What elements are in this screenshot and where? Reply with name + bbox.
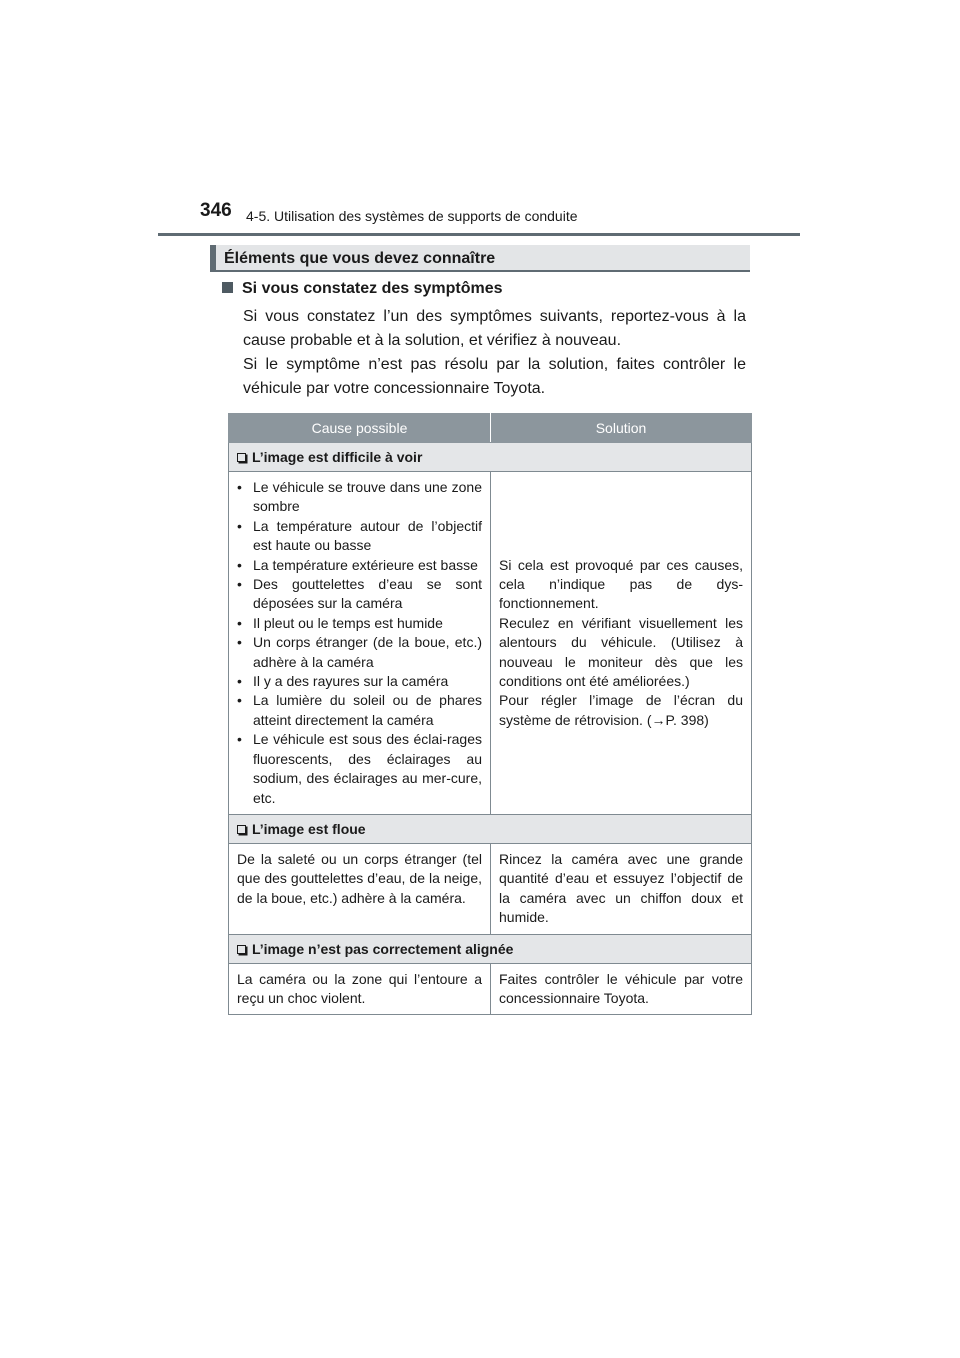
solution-cell: Faites contrôler le véhicule par votre concessionnaire Toyota. (491, 963, 752, 1015)
subsection-heading (222, 279, 503, 299)
list-item: • Il pleut ou le temps est humide (237, 614, 482, 633)
checkbox-icon (237, 945, 246, 954)
group-row (229, 814, 752, 843)
header-cause: Cause possible (229, 414, 491, 443)
chapter-title: 4-5. Utilisation des systèmes de supports de conduite (246, 208, 578, 224)
solution-cell: Si cela est provoqué par ces causes, cela n’indique pas de dys-fonctionnement. Reculez en vérifiant visuellement les alentours du véhicule. (Utilisez à nouveau le moniteur dès que les conditions ont été améliorées.) Pour régler l’image de l’écran du système de rétrovision. (→P. 398) (491, 472, 752, 815)
intro-paragraph-1: Si vous constatez l’un des symptômes suivants, reportez-vous à la cause probable et à la solution, et vérifiez à nouveau. (243, 308, 746, 349)
group-row (229, 443, 752, 472)
table-row (229, 843, 752, 934)
list-item: • Le véhicule se trouve dans une zone sombre (237, 478, 482, 517)
list-item: • Il y a des rayures sur la caméra (237, 672, 482, 691)
group-title: L’image est difficile à voir (252, 449, 423, 465)
solution-cell: Rincez la caméra avec une grande quantité d’eau et essuyez l’objectif de la caméra avec un chiffon doux et humide. (491, 843, 752, 934)
group-title-cell (229, 934, 752, 963)
cause-cell: De la saleté ou un corps étranger (tel que des gouttelettes d’eau, de la neige, de la boue, etc.) adhère à la caméra. (229, 843, 491, 934)
list-item: • La température extérieure est basse (237, 556, 482, 575)
square-bullet-icon (222, 282, 233, 293)
cause-cell: La caméra ou la zone qui l’entoure a reçu un choc violent. (229, 963, 491, 1015)
intro-paragraph-2: Si le symptôme n’est pas résolu par la solution, faites contrôler le véhicule par votre concessionnaire Toyota. (243, 356, 746, 397)
section-heading: Éléments que vous devez connaître (210, 245, 750, 272)
group-title: L’image est floue (252, 820, 366, 837)
checkbox-icon (237, 453, 246, 462)
page-number: 346 (200, 200, 232, 221)
list-item: • Un corps étranger (de la boue, etc.) adhère à la caméra (237, 633, 482, 672)
table-row (229, 963, 752, 1015)
list-item: • Des gouttelettes d’eau se sont déposées sur la caméra (237, 575, 482, 614)
header-rule (158, 233, 800, 236)
checkbox-icon (237, 825, 246, 834)
group-title-cell (229, 814, 752, 843)
list-item: • La température autour de l’objectif est haute ou basse (237, 517, 482, 556)
subsection-title: Si vous constatez des symptômes (242, 280, 503, 297)
list-item: • Le véhicule est sous des éclai-rages fluorescents, des éclairages au sodium, des éclairages au mer-cure, etc. (237, 730, 482, 808)
group-title: L’image n’est pas correctement alignée (252, 940, 514, 957)
group-row (229, 934, 752, 963)
cause-list (237, 478, 482, 808)
table-row (229, 472, 752, 815)
header-solution: Solution (491, 414, 752, 443)
troubleshooting-table (228, 413, 751, 1015)
list-item: • La lumière du soleil ou de phares atteint directement la caméra (237, 691, 482, 730)
table-header-row (229, 414, 752, 443)
cause-cell (229, 472, 491, 815)
group-title-cell (229, 443, 752, 472)
